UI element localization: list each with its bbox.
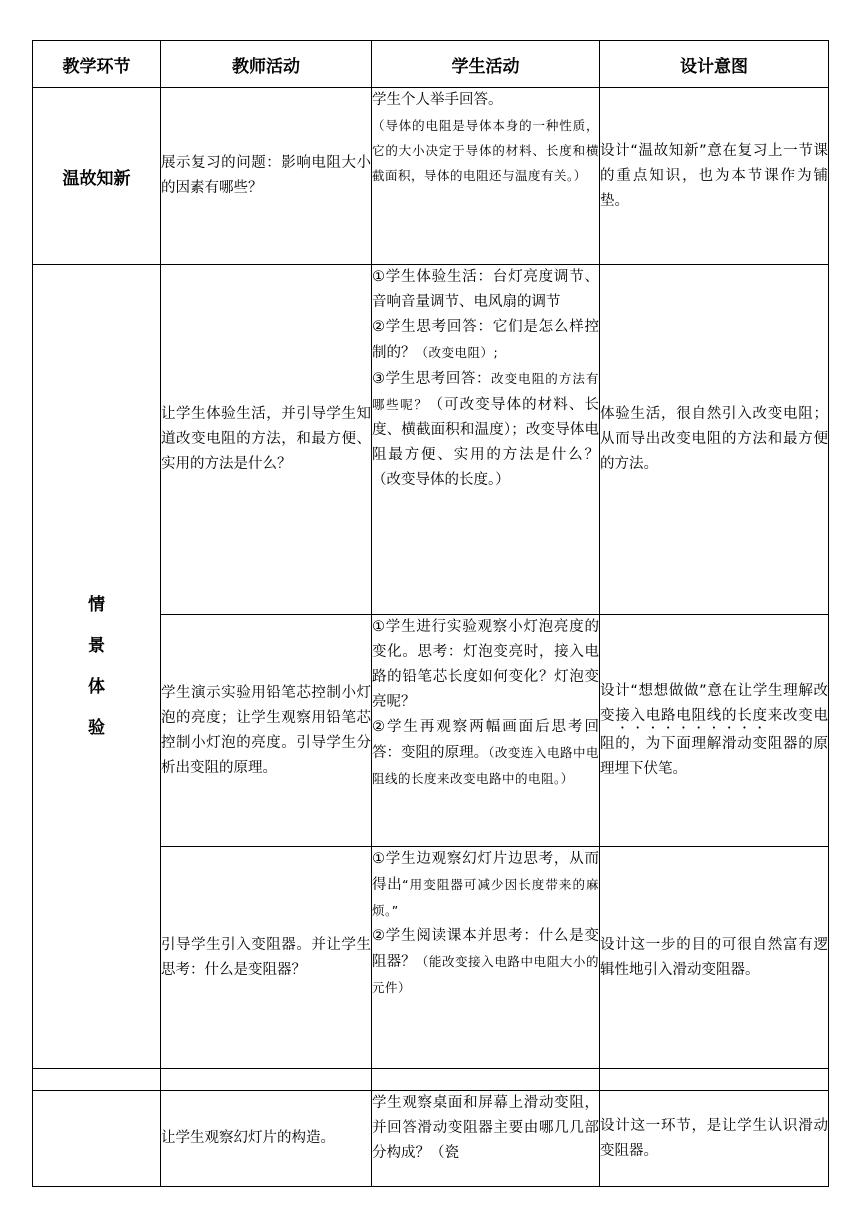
teacher-activity-cell: 引导学生引入变阻器。并让学生思考：什么是变阻器？ <box>161 847 372 1069</box>
student-text: ③学生思考回答：改变电阻的方法有哪些呢？（可改变导体的材料、长度、横截面积和温度）；改变导体电阻最方便、实用的方法是什么？（改变导体的长度。） <box>372 371 599 488</box>
student-activity-cell <box>372 615 600 847</box>
table-row <box>33 88 829 265</box>
student-text: ②学生阅读课本并思考：什么是变阻器？（能改变接入电路中电阻大小的元件） <box>372 928 599 995</box>
student-text: ①学生进行实验观察小灯泡亮度的变化。思考：灯泡变亮时，接入电路的铅笔芯长度如何变化？灯泡变亮呢？ <box>372 619 599 710</box>
table-row <box>33 265 829 615</box>
student-text: ②学生再观察两幅画面后思考回答：变阻的原理。（改变连入电路中电阻线的长度来改变电路中的电阻。） <box>372 719 599 786</box>
table-row <box>33 1091 829 1187</box>
design-intent-cell: 设计“温故知新”意在复习上一节课的重点知识，也为本节课作为铺垫。 <box>600 88 829 265</box>
student-text: （导体的电阻是导体本身的一种性质，它的大小决定于导体的材料、长度和横截面积，导体的电阻还与温度有关。） <box>372 118 599 183</box>
design-intent-cell: 设计这一步的目的可很自然富有逻辑性地引入滑动变阻器。 <box>600 847 829 1069</box>
student-activity-cell: 学生观察桌面和屏幕上滑动变阻，并回答滑动变阻器主要由哪几几部分构成？（瓷 <box>372 1091 600 1187</box>
stage-cell-vertical <box>33 265 161 1069</box>
student-text: 学生个人举手回答。 <box>372 92 503 108</box>
table-header-row <box>33 41 829 88</box>
lesson-plan-table <box>32 40 829 1187</box>
student-activity-cell <box>372 847 600 1069</box>
stage-cell <box>33 1091 161 1187</box>
teacher-activity-cell: 让学生体验生活，并引导学生知道改变电阻的方法，和最方便、实用的方法是什么？ <box>161 265 372 615</box>
header-stage: 教学环节 <box>33 41 161 88</box>
student-text: ①学生体验生活：台灯亮度调节、音响音量调节、电风扇的调节 <box>372 269 599 310</box>
teacher-activity-cell: 学生演示实验用铅笔芯控制小灯泡的亮度；让学生观察用铅笔芯控制小灯泡的亮度。引导学生分析出变阻的原理。 <box>161 615 372 847</box>
student-text: ①学生边观察幻灯片边思考，从而得出“用变阻器可减少因长度带来的麻烦。” <box>372 851 600 918</box>
design-intent-cell: 体验生活，很自然引入改变电阻；从而导出改变电阻的方法和最方便的方法。 <box>600 265 829 615</box>
student-activity-cell <box>372 88 600 265</box>
stage-cell: 温故知新 <box>33 88 161 265</box>
header-teacher-activity: 教师活动 <box>161 41 372 88</box>
student-text: ②学生思考回答：它们是怎么样控制的？（改变电阻）; <box>372 319 599 361</box>
teacher-activity-cell: 展示复习的问题：影响电阻大小的因素有哪些？ <box>161 88 372 265</box>
table-row-spacer <box>33 1069 829 1091</box>
emphasized-text: 接入电路电阻线的长度 <box>615 708 768 724</box>
design-intent-cell: 设计“想想做做”意在让学生理解改变接入电路电阻线的长度来改变电阻的，为下面理解滑动变阻器的原理埋下伏笔。 <box>600 615 829 847</box>
header-design-intent: 设计意图 <box>600 41 829 88</box>
header-student-activity: 学生活动 <box>372 41 600 88</box>
teacher-activity-cell: 让学生观察幻灯片的构造。 <box>161 1091 372 1187</box>
stage-label-vertical: 情 景 体 验 <box>88 594 105 738</box>
design-intent-cell: 设计这一环节，是让学生认识滑动变阻器。 <box>600 1091 829 1187</box>
student-activity-cell <box>372 265 600 615</box>
